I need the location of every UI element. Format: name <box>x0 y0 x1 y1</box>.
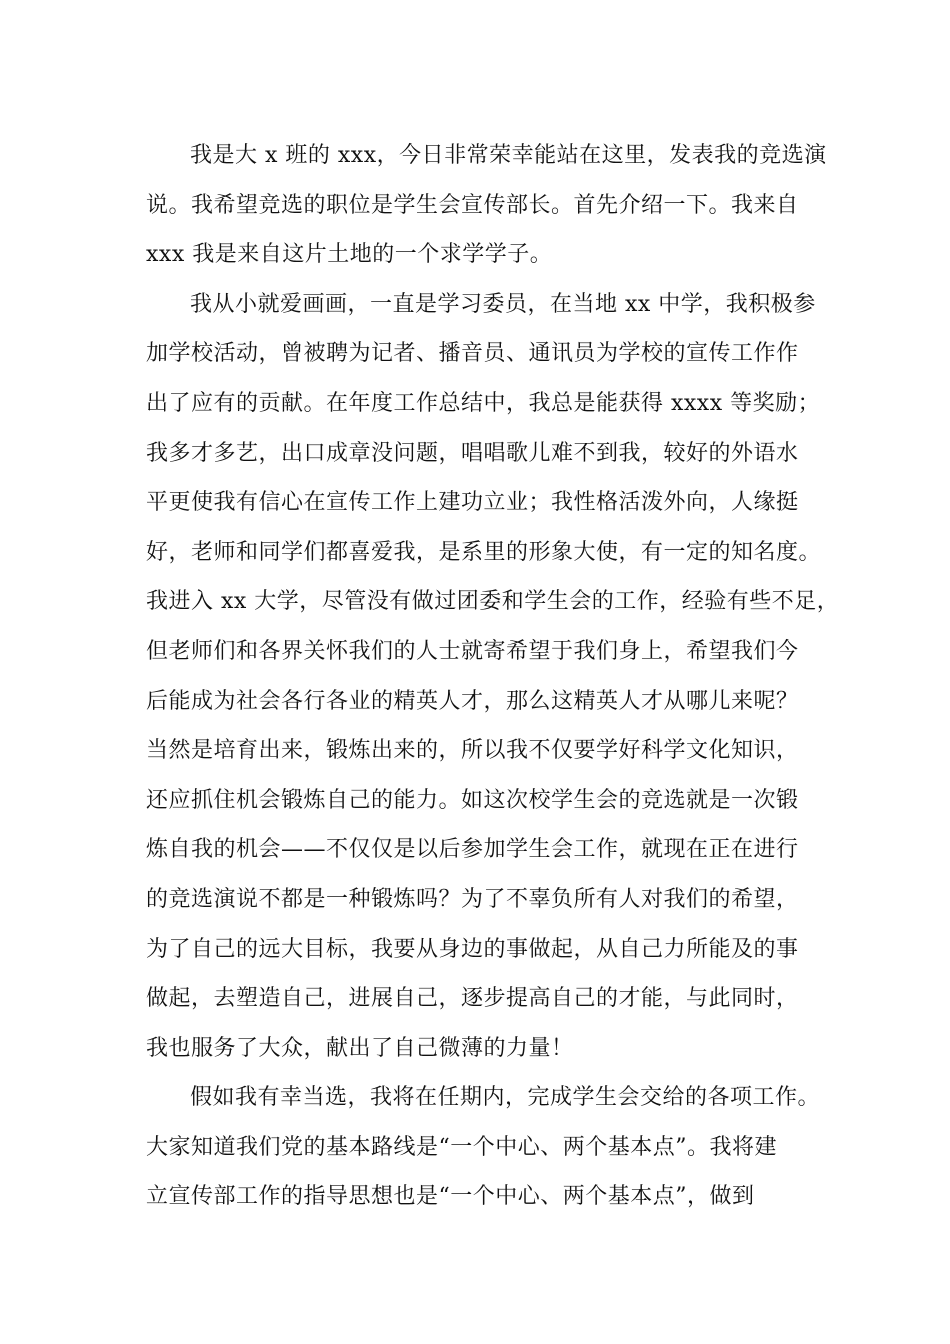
text-line: 加学校活动，曾被聘为记者、播音员、通讯员为学校的宣传工作作 <box>146 341 799 367</box>
paragraph-1 <box>146 131 836 280</box>
text-line: 说。我希望竞选的职位是学生会宣传部长。首先介绍一下。我来自 <box>146 192 799 218</box>
text-line: 好，老师和同学们都喜爱我，是系里的形象大使，有一定的知名度。 <box>146 539 822 565</box>
text-line: 当然是培育出来，锻炼出来的，所以我不仅要学好科学文化知识， <box>146 738 799 764</box>
text-line: xxx 我是来自这片土地的一个求学学子。 <box>146 242 553 268</box>
text-line: 为了自己的远大目标，我要从身边的事做起，从自己力所能及的事 <box>146 936 799 962</box>
text-line: 还应抓住机会锻炼自己的能力。如这次校学生会的竞选就是一次锻 <box>146 787 799 813</box>
text-line: 但老师们和各界关怀我们的人士就寄希望于我们身上，希望我们今 <box>146 638 799 664</box>
text-line: 的竞选演说不都是一种锻炼吗？为了不辜负所有人对我们的希望， <box>146 886 799 912</box>
text-line: 做起，去塑造自己，进展自己，逐步提高自己的才能，与此同时， <box>146 986 799 1012</box>
text-line: 假如我有幸当选，我将在任期内，完成学生会交给的各项工作。 <box>190 1085 821 1111</box>
paragraph-3 <box>146 1073 836 1222</box>
text-line: 后能成为社会各行各业的精英人才，那么这精英人才从哪儿来呢？ <box>146 688 799 714</box>
text-line: 我进入 xx 大学，尽管没有做过团委和学生会的工作，经验有些不足， <box>146 589 840 615</box>
text-line: 我是大 x 班的 xxx，今日非常荣幸能站在这里，发表我的竞选演 <box>190 143 827 168</box>
text-line: 我多才多艺，出口成章没问题，唱唱歌儿难不到我，较好的外语水 <box>146 440 799 466</box>
text-line: 出了应有的贡献。在年度工作总结中，我总是能获得 xxxx 等奖励； <box>146 390 821 416</box>
text-line: 我也服务了大众，献出了自己微薄的力量！ <box>146 1035 574 1061</box>
paragraph-2 <box>146 280 840 1074</box>
text-line: 我从小就爱画画，一直是学习委员，在当地 xx 中学，我积极参 <box>190 291 816 317</box>
speech-body <box>146 131 840 1222</box>
text-line: 大家知道我们党的基本路线是“一个中心、两个基本点”。我将建 <box>146 1134 777 1160</box>
text-line: 立宣传部工作的指导思想也是“一个中心、两个基本点”，做到 <box>146 1184 755 1210</box>
text-line: 平更使我有信心在宣传工作上建功立业；我性格活泼外向，人缘挺 <box>146 490 799 516</box>
text-line: 炼自我的机会——不仅仅是以后参加学生会工作，就现在正在进行 <box>146 837 799 863</box>
